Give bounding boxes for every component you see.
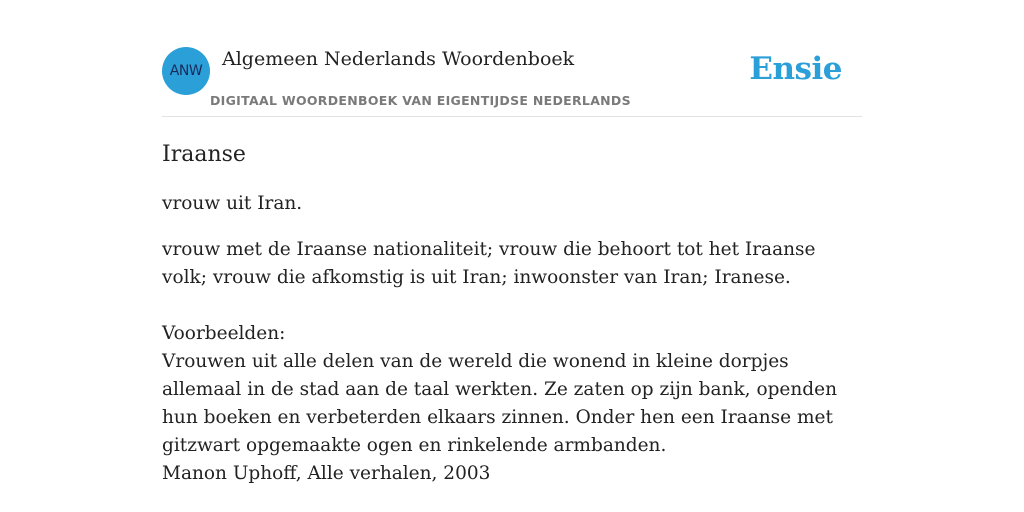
example-source: Manon Uphoff, Alle verhalen, 2003 [162, 463, 491, 484]
entry-content [162, 140, 862, 488]
site-header [162, 46, 862, 117]
site-subtitle: DIGITAAL WOORDENBOEK VAN EIGENTIJDSE NEDERLANDS [210, 93, 631, 108]
short-definition: vrouw uit Iran. [162, 193, 303, 214]
anw-logo[interactable]: ANW [162, 47, 210, 95]
long-definition: vrouw met de Iraanse nationaliteit; vrouw die behoort tot het Iraanse volk; vrouw die afkomstig is uit Iran; inwoonster van Iran; Iranese. [162, 239, 816, 288]
site-title[interactable]: Algemeen Nederlands Woordenboek [222, 48, 575, 70]
examples-label: Voorbeelden: [162, 323, 286, 344]
ensie-brand-logo[interactable]: Ensie [749, 51, 842, 87]
entry-headword: Iraanse [162, 142, 246, 167]
example-text: Vrouwen uit alle delen van de wereld die wonend in kleine dorpjes allemaal in de stad aan de taal werkten. Ze zaten op zijn bank, openden hun boeken en verbeterden elkaars zinnen. Onder hen een Iraanse met gitzwart opgemaakte ogen en rinkelende armbanden. [162, 351, 837, 456]
